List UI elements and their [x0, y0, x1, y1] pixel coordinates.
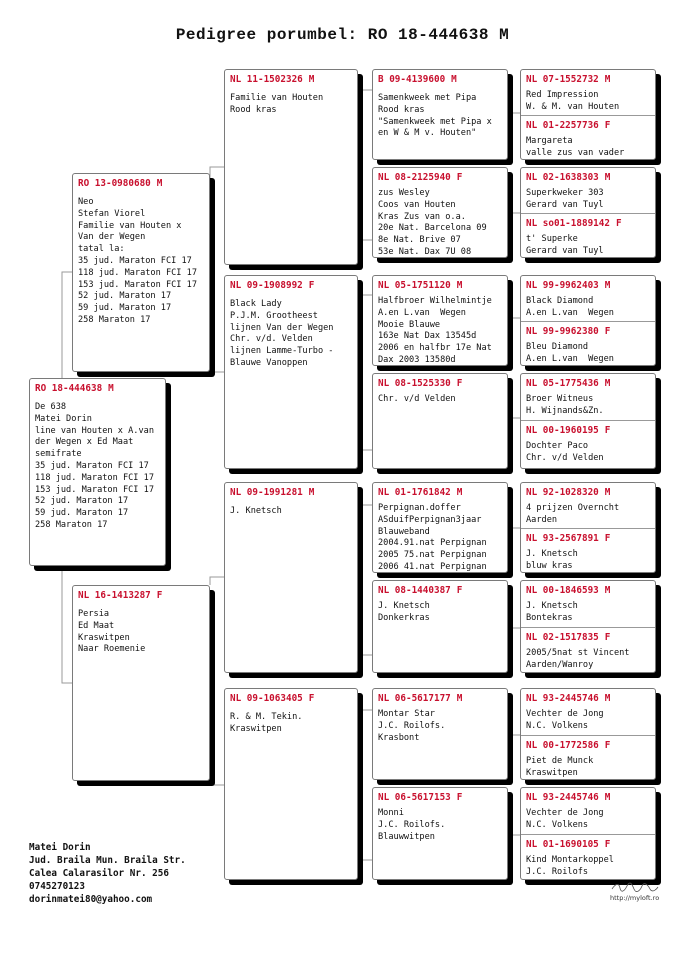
gen5-ring-line [526, 280, 650, 292]
sex-marker: M [456, 280, 463, 291]
gen5-details: Margareta valle zus van vader [526, 136, 625, 158]
gen3-details: J. Knetsch [230, 506, 282, 516]
gen3-ring-line [230, 280, 352, 292]
sex-marker: F [456, 792, 463, 803]
subject-ring-line [35, 383, 160, 395]
sex-marker: F [456, 172, 463, 183]
sire-ring-line [78, 178, 204, 190]
ring-number: NL 93-2567891 [526, 533, 599, 544]
ring-number: NL 06-5617177 [378, 693, 451, 704]
ring-number: RO 18-444638 [35, 383, 103, 394]
gen5-ring-line [526, 326, 650, 338]
gen5-ring-line [526, 792, 650, 804]
gen4-card[interactable] [372, 580, 508, 673]
gen5-ring-line [526, 533, 650, 545]
gen5-ring-line [526, 120, 650, 132]
page-title: Pedigree porumbel: RO 18-444638 M [175, 26, 510, 44]
gen5-ring-line [526, 74, 650, 86]
gen4-details: Halfbroer Wilhelmintje A.en L.van Wegen Mooie Blauwe 163e Nat Dax 13545d 2006 en halfbr 17e Nat Dax 2003 13580d [378, 296, 492, 365]
gen3-card[interactable] [224, 69, 358, 265]
ring-number: NL 16-1413287 [78, 590, 151, 601]
gen4-details: Chr. v/d Velden [378, 394, 456, 404]
gen3-card[interactable] [224, 688, 358, 880]
sex-marker: M [604, 792, 611, 803]
gen4-card[interactable] [372, 373, 508, 469]
gen4-ring-line [378, 378, 502, 390]
gen4-ring-line [378, 74, 502, 86]
ring-number: NL 99-9962380 [526, 326, 599, 337]
gen4-card[interactable] [372, 482, 508, 573]
gen3-details: Familie van Houten Rood kras [230, 93, 324, 115]
sex-marker: F [456, 378, 463, 389]
ring-number: NL 05-1775436 [526, 378, 599, 389]
ring-number: NL 99-9962403 [526, 280, 599, 291]
gen5-ring-line [526, 585, 650, 597]
sex-marker: M [456, 487, 463, 498]
ring-number: NL 00-1960195 [526, 425, 599, 436]
ring-number: NL 08-2125940 [378, 172, 451, 183]
ring-number: NL 00-1846593 [526, 585, 599, 596]
sex-marker: M [604, 378, 611, 389]
gen4-card[interactable] [372, 167, 508, 258]
sex-marker: M [604, 585, 611, 596]
sex-marker: M [456, 693, 463, 704]
sex-marker: F [604, 839, 611, 850]
subject-details: De 638 Matei Dorin line van Houten x A.van der Wegen x Ed Maat semifrate 35 jud. Maraton FCI 17 118 jud. Maraton FCI 17 153 jud. Maraton FCI 17 52 jud. Maraton 17 59 jud. Maraton 17 258 Maraton 17 [35, 402, 154, 530]
gen5-ring-line [526, 218, 650, 230]
gen5-ring-line [526, 487, 650, 499]
ring-number: NL 07-1552732 [526, 74, 599, 85]
gen4-ring-line [378, 693, 502, 705]
gen5-details: Vechter de Jong N.C. Volkens [526, 808, 604, 830]
sex-marker: M [451, 74, 457, 85]
gen5-details: Vechter de Jong N.C. Volkens [526, 709, 604, 731]
ring-number: RO 13-0980680 [78, 178, 151, 189]
gen5-details: Superkweker 303 Gerard van Tuyl [526, 188, 604, 210]
ring-number: NL 01-2257736 [526, 120, 599, 131]
sex-marker: M [604, 280, 611, 291]
ring-number: NL 09-1991281 [230, 487, 303, 498]
gen3-card[interactable] [224, 275, 358, 469]
gen4-ring-line [378, 487, 502, 499]
sex-marker: M [308, 487, 315, 498]
gen5-details: Bleu Diamond A.en L.van Wegen [526, 342, 614, 364]
ring-number: NL 06-5617153 [378, 792, 451, 803]
gen3-card[interactable] [224, 482, 358, 673]
sire-details: Neo Stefan Viorel Familie van Houten x Van der Wegen tatal la: 35 jud. Maraton FCI 17 118 jud. Maraton FCI 17 153 jud. Maraton FCI 17 52 jud. Maraton 17 59 jud. Maraton 17 258 Maraton 17 [78, 197, 197, 325]
gen5-ring-line [526, 425, 650, 437]
ring-number: NL 92-1028320 [526, 487, 599, 498]
gen3-details: Black Lady P.J.M. Grootheest lijnen Van der Wegen Chr. v/d. Velden lijnen Lamme-Turbo - Blauwe Vanoppen [230, 299, 334, 368]
gen5-details: Black Diamond A.en L.van Wegen [526, 296, 614, 318]
ring-number: NL 93-2445746 [526, 693, 599, 704]
gen4-card[interactable] [372, 69, 508, 160]
gen4-card[interactable] [372, 275, 508, 366]
gen3-ring-line [230, 693, 352, 705]
gen5-ring-line [526, 632, 650, 644]
gen4-details: Montar Star J.C. Roilofs. Krasbont [378, 709, 446, 743]
ring-number: NL 01-1690105 [526, 839, 599, 850]
dam-ring-line [78, 590, 204, 602]
gen4-ring-line [378, 585, 502, 597]
gen5-details: Red Impression W. & M. van Houten [526, 90, 620, 112]
sex-marker: F [156, 590, 163, 601]
sex-marker: F [604, 120, 611, 131]
ring-number: NL 09-1908992 [230, 280, 303, 291]
ring-number: NL 00-1772586 [526, 740, 599, 751]
site-url: http://myloft.ro [610, 894, 660, 902]
sex-marker: M [604, 487, 611, 498]
ring-number: NL 01-1761842 [378, 487, 451, 498]
sex-marker: M [108, 383, 114, 394]
ring-number: NL 02-1517835 [526, 632, 599, 643]
gen3-ring-line [230, 487, 352, 499]
ring-number: NL 08-1525330 [378, 378, 451, 389]
ring-number: NL so01-1889142 [526, 218, 610, 229]
ring-number: NL 08-1440387 [378, 585, 451, 596]
sire-card[interactable] [72, 173, 210, 372]
gen5-pair-card[interactable] [520, 167, 656, 258]
owner-contact: Matei Dorin Jud. Braila Mun. Braila Str. Calea Calarasilor Nr. 256 0745270123 dorinmatei80@yahoo.com [29, 842, 186, 906]
gen5-details: Broer Witneus H. Wijnands&Zn. [526, 394, 604, 416]
gen4-ring-line [378, 172, 502, 184]
sex-marker: F [604, 632, 611, 643]
sex-marker: M [308, 74, 315, 85]
gen5-details: Kind Montarkoppel J.C. Roilofs [526, 855, 614, 877]
gen5-ring-line [526, 839, 650, 851]
gen4-details: Monni J.C. Roilofs. Blauwwitpen [378, 808, 446, 842]
dam-card[interactable] [72, 585, 210, 781]
gen4-details: Samenkweek met Pipa Rood kras "Samenkweek met Pipa x en W & M v. Houten" [378, 93, 492, 139]
sex-marker: F [604, 425, 611, 436]
gen5-details: J. Knetsch Bontekras [526, 601, 578, 623]
sex-marker: F [604, 740, 611, 751]
sex-marker: F [604, 326, 611, 337]
gen5-pair-card[interactable] [520, 688, 656, 780]
gen4-card[interactable] [372, 787, 508, 880]
gen5-pair-card[interactable] [520, 275, 656, 366]
dam-details: Persia Ed Maat Kraswitpen Naar Roemenie [78, 609, 146, 655]
ring-number: NL 09-1063405 [230, 693, 303, 704]
ring-number: NL 93-2445746 [526, 792, 599, 803]
gen5-pair-card[interactable] [520, 482, 656, 573]
gen5-ring-line [526, 693, 650, 705]
sex-marker: F [615, 218, 622, 229]
gen3-details: R. & M. Tekin. Kraswitpen [230, 712, 303, 734]
ring-number: NL 02-1638303 [526, 172, 599, 183]
sex-marker: M [604, 74, 611, 85]
gen4-details: Perpignan.doffer ASduifPerpignan3jaar Blauweband 2004.91.nat Perpignan 2005 75.nat Perpignan 2006 41.nat Perpignan [378, 503, 487, 572]
ring-number: B 09-4139600 [378, 74, 446, 85]
gen5-pair-card[interactable] [520, 373, 656, 469]
gen5-ring-line [526, 378, 650, 390]
handwritten-logo-icon [610, 880, 660, 894]
gen5-details: 2005/5nat st Vincent Aarden/Wanroy [526, 648, 630, 670]
ring-number: NL 11-1502326 [230, 74, 303, 85]
gen5-details: Piet de Munck Kraswitpen [526, 756, 594, 778]
gen4-card[interactable] [372, 688, 508, 780]
gen5-pair-card[interactable] [520, 580, 656, 673]
sex-marker: F [308, 693, 315, 704]
sex-marker: F [456, 585, 463, 596]
sex-marker: M [604, 693, 611, 704]
gen3-ring-line [230, 74, 352, 86]
gen5-details: Dochter Paco Chr. v/d Velden [526, 441, 604, 463]
gen5-ring-line [526, 172, 650, 184]
gen5-ring-line [526, 740, 650, 752]
gen4-ring-line [378, 792, 502, 804]
sex-marker: M [604, 172, 611, 183]
gen4-details: J. Knetsch Donkerkras [378, 601, 430, 623]
gen5-pair-card[interactable] [520, 787, 656, 880]
gen5-details: t' Superke Gerard van Tuyl [526, 234, 604, 256]
gen4-details: zus Wesley Coos van Houten Kras Zus van o.a. 20e Nat. Barcelona 09 8e Nat. Brive 07 53e Nat. Dax 7U 08 [378, 188, 487, 257]
sex-marker: F [604, 533, 611, 544]
sex-marker: M [156, 178, 163, 189]
sex-marker: F [308, 280, 315, 291]
gen5-details: J. Knetsch bluw kras [526, 549, 578, 571]
gen5-pair-card[interactable] [520, 69, 656, 160]
gen4-ring-line [378, 280, 502, 292]
gen5-details: 4 prijzen Overncht Aarden [526, 503, 620, 525]
ring-number: NL 05-1751120 [378, 280, 451, 291]
subject-card[interactable] [29, 378, 166, 566]
